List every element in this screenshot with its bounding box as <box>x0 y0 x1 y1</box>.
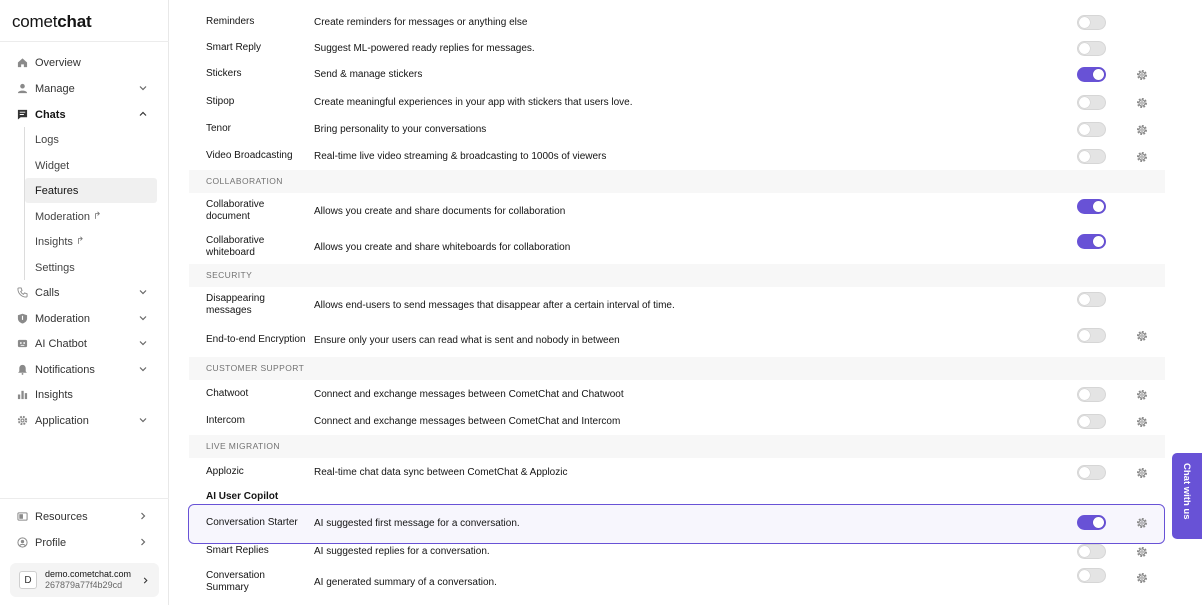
feature-description: Send & manage stickers <box>314 68 423 80</box>
external-link-icon: ↱ <box>75 236 85 247</box>
feature-toggle[interactable] <box>1077 328 1106 343</box>
feature-name: Tenor <box>206 123 232 134</box>
feature-toggle[interactable] <box>1077 15 1106 30</box>
shield-icon <box>16 313 28 325</box>
sidebar-item-notifications[interactable] <box>10 357 157 382</box>
sidebar-subitem-features[interactable]: Features <box>25 178 157 203</box>
sidebar-subitem-moderation[interactable]: Moderation ↱ <box>35 210 102 223</box>
table-row <box>189 40 1165 56</box>
sidebar-item-moderation[interactable] <box>10 306 157 331</box>
feature-toggle[interactable] <box>1077 568 1106 583</box>
feature-toggle[interactable] <box>1077 465 1106 480</box>
feature-description: Suggest ML-powered ready replies for messages. <box>314 42 535 54</box>
chevron-right-icon <box>139 512 147 520</box>
feature-description: Real-time chat data sync between CometChat & Applozic <box>314 466 568 478</box>
sidebar-item-ai-chatbot[interactable] <box>10 331 157 356</box>
gear-icon[interactable] <box>1136 69 1148 81</box>
feature-toggle[interactable] <box>1077 95 1106 110</box>
sidebar-item-calls[interactable] <box>10 280 157 305</box>
feature-toggle[interactable] <box>1077 41 1106 56</box>
feature-name: Stickers <box>206 68 242 79</box>
chat-with-us-button[interactable]: Chat with us <box>1172 453 1202 539</box>
table-row <box>189 198 1165 224</box>
chevron-down-icon <box>139 314 147 322</box>
feature-toggle[interactable] <box>1077 544 1106 559</box>
table-row <box>189 121 1165 137</box>
feature-description: Bring personality to your conversations <box>314 123 487 135</box>
chevron-up-icon <box>139 110 147 118</box>
section-header-ai-user-copilot: AI User Copilot <box>189 486 1165 506</box>
table-row <box>189 386 1165 402</box>
sidebar-item-overview[interactable] <box>10 50 157 75</box>
feature-name: Smart Replies <box>206 545 269 556</box>
feature-name: Collaborative document <box>206 199 265 222</box>
sidebar-item-label: Notifications <box>35 363 95 376</box>
table-row <box>189 148 1165 164</box>
feature-name: Conversation Starter <box>206 517 298 528</box>
sidebar-item-insights[interactable] <box>10 382 157 407</box>
sidebar-item-label: Moderation <box>35 312 91 325</box>
sidebar <box>0 0 169 605</box>
book-icon <box>16 511 28 523</box>
feature-name: Stipop <box>206 96 235 107</box>
divider <box>0 498 169 499</box>
feature-description: AI suggested first message for a conversation. <box>314 517 520 529</box>
feature-name: Video Broadcasting <box>206 150 293 161</box>
sidebar-subitem-insights[interactable]: Insights ↱ <box>35 235 85 248</box>
feature-toggle[interactable] <box>1077 67 1106 82</box>
feature-description: Real-time live video streaming & broadcasting to 1000s of viewers <box>314 150 607 162</box>
external-link-icon: ↱ <box>93 211 102 222</box>
feature-description: Ensure only your users can read what is sent and nobody in between <box>314 334 620 346</box>
sidebar-item-label: Resources <box>35 510 88 523</box>
chevron-down-icon <box>139 365 147 373</box>
sidebar-item-label: Calls <box>35 286 60 299</box>
gear-icon[interactable] <box>1136 416 1148 428</box>
cometchat-logo[interactable]: cometchat <box>12 12 92 31</box>
sidebar-item-resources[interactable] <box>10 504 157 529</box>
sidebar-item-manage[interactable] <box>10 76 157 101</box>
bot-icon <box>16 338 28 350</box>
account-switcher[interactable] <box>10 563 159 597</box>
sidebar-item-label: Insights <box>35 388 73 401</box>
feature-toggle[interactable] <box>1077 234 1106 249</box>
account-domain: demo.cometchat.com <box>45 569 132 579</box>
chat-icon <box>16 109 28 121</box>
gear-icon[interactable] <box>1136 389 1148 401</box>
sidebar-item-label: Manage <box>35 82 75 95</box>
section-header-security: SECURITY <box>189 264 1165 287</box>
gear-icon[interactable] <box>1136 97 1148 109</box>
chevron-right-icon <box>139 538 147 546</box>
sidebar-subitem-settings[interactable]: Settings <box>35 261 75 274</box>
feature-description: Connect and exchange messages between CometChat and Chatwoot <box>314 388 624 400</box>
chevron-down-icon <box>139 84 147 92</box>
sidebar-subitem-logs[interactable]: Logs <box>35 133 59 146</box>
chevron-down-icon <box>139 339 147 347</box>
gear-icon <box>16 415 28 427</box>
table-row <box>189 543 1165 559</box>
feature-toggle[interactable] <box>1077 199 1106 214</box>
table-row <box>189 234 1165 260</box>
table-row <box>189 94 1165 110</box>
feature-toggle[interactable] <box>1077 292 1106 307</box>
feature-name: End-to-end Encryption <box>206 334 306 345</box>
feature-description: AI generated summary of a conversation. <box>314 576 497 588</box>
feature-description: AI suggested replies for a conversation. <box>314 545 490 557</box>
table-row <box>189 66 1165 82</box>
gear-icon[interactable] <box>1136 467 1148 479</box>
gear-icon[interactable] <box>1136 124 1148 136</box>
feature-toggle[interactable] <box>1077 515 1106 530</box>
avatar: D <box>19 571 37 589</box>
feature-name: Disappearing messages <box>206 293 265 316</box>
chevron-down-icon <box>139 288 147 296</box>
feature-name: Intercom <box>206 415 245 426</box>
user-icon <box>16 83 28 95</box>
bell-icon <box>16 364 28 376</box>
table-row <box>189 413 1165 429</box>
feature-description: Allows end-users to send messages that disappear after a certain interval of time. <box>314 299 675 311</box>
table-row <box>189 464 1165 480</box>
chevron-right-icon <box>142 577 149 584</box>
feature-description: Create reminders for messages or anything else <box>314 16 528 28</box>
feature-toggle[interactable] <box>1077 122 1106 137</box>
sidebar-item-label: Application <box>35 414 89 427</box>
feature-name: Collaborative whiteboard <box>206 235 265 258</box>
section-header-customer-support: CUSTOMER SUPPORT <box>189 357 1165 380</box>
feature-description: Allows you create and share whiteboards for collaboration <box>314 241 571 253</box>
feature-name: Smart Reply <box>206 42 262 53</box>
table-row <box>189 327 1165 353</box>
sidebar-item-application[interactable] <box>10 408 157 433</box>
sidebar-item-profile[interactable] <box>10 530 157 555</box>
chevron-down-icon <box>139 416 147 424</box>
sidebar-item-chats[interactable] <box>10 102 157 127</box>
divider <box>0 41 169 42</box>
feature-toggle[interactable] <box>1077 149 1106 164</box>
feature-name: Reminders <box>206 16 255 27</box>
sidebar-item-label: AI Chatbot <box>35 337 87 350</box>
feature-description: Create meaningful experiences in your app with stickers that users love. <box>314 96 633 108</box>
sidebar-item-label: Chats <box>35 108 66 121</box>
bar-chart-icon <box>16 389 28 401</box>
section-header-collaboration: COLLABORATION <box>189 170 1165 193</box>
table-row <box>189 292 1165 318</box>
gear-icon[interactable] <box>1136 330 1148 342</box>
feature-toggle[interactable] <box>1077 387 1106 402</box>
section-header-live-migration: LIVE MIGRATION <box>189 435 1165 458</box>
table-row <box>189 14 1165 30</box>
feature-description: Connect and exchange messages between CometChat and Intercom <box>314 415 621 427</box>
account-app-id: 267879a77f4b29cd <box>45 580 123 590</box>
feature-toggle[interactable] <box>1077 414 1106 429</box>
feature-name: Conversation Summary <box>206 570 265 593</box>
gear-icon[interactable] <box>1136 546 1148 558</box>
feature-name: Applozic <box>206 466 244 477</box>
feature-description: Allows you create and share documents for collaboration <box>314 205 566 217</box>
gear-icon[interactable] <box>1136 572 1148 584</box>
gear-icon[interactable] <box>1136 517 1148 529</box>
home-icon <box>16 57 28 69</box>
gear-icon[interactable] <box>1136 151 1148 163</box>
feature-name: Chatwoot <box>206 388 249 399</box>
table-row <box>189 569 1165 595</box>
sidebar-subitem-widget[interactable]: Widget <box>35 159 70 172</box>
profile-icon <box>16 537 28 549</box>
table-row <box>189 515 1165 531</box>
phone-icon <box>16 287 28 299</box>
sidebar-item-label: Overview <box>35 56 81 69</box>
sidebar-item-label: Profile <box>35 536 67 549</box>
